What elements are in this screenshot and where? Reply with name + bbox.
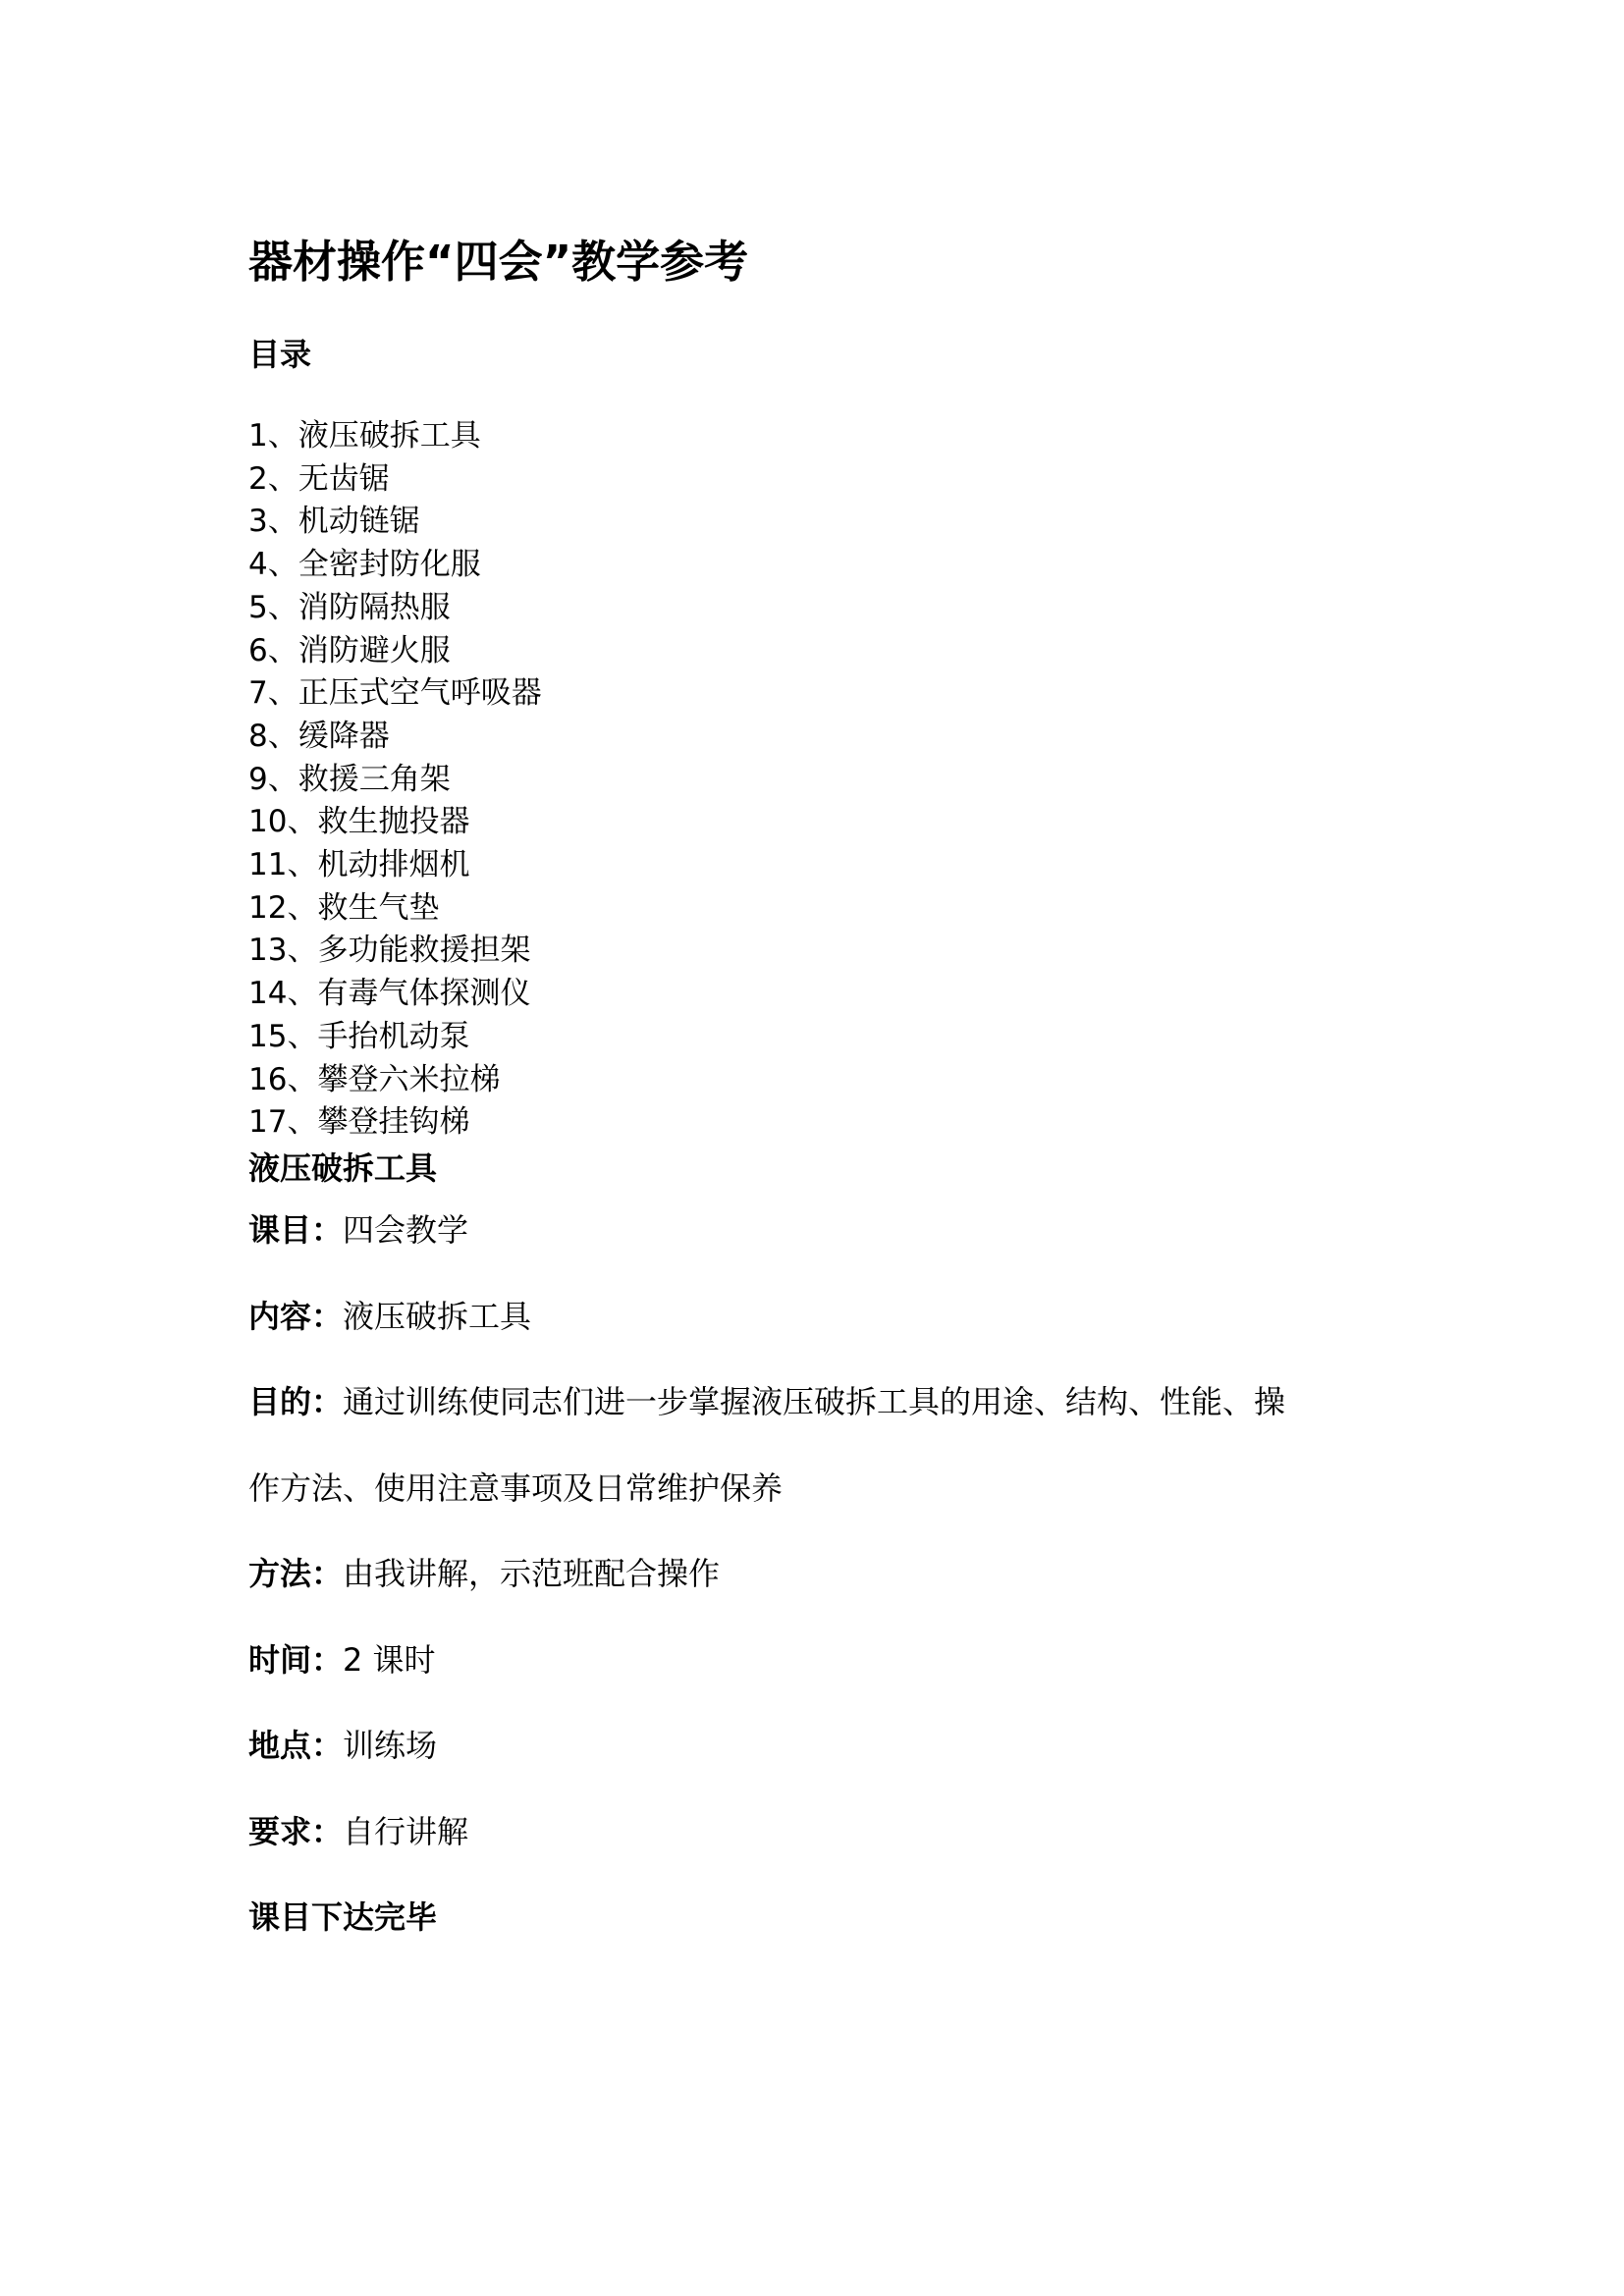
toc-item: 12、救生气垫 [248, 889, 440, 926]
field-value: 通过训练使同志们进一步掌握液压破拆工具的用途、结构、性能、操 [343, 1383, 1286, 1420]
field-label: 要求： [248, 1812, 344, 1850]
toc-item: 14、有毒气体探测仪 [248, 976, 531, 1012]
field-label: 方法： [248, 1555, 344, 1592]
toc-item: 10、救生抛投器 [248, 804, 470, 840]
toc-item: 11、机动排烟机 [248, 847, 470, 882]
field-value: 训练场 [343, 1727, 438, 1764]
toc-item: 6、消防避火服 [248, 632, 451, 668]
toc-item: 9、救援三角架 [248, 761, 451, 797]
field-value: 由我讲解，示范班配合操作 [343, 1555, 721, 1592]
toc-item: 2、无齿锯 [248, 460, 390, 497]
toc-item: 17、攀登挂钩梯 [248, 1104, 470, 1141]
toc-heading: 目录 [248, 336, 312, 373]
toc-item: 7、正压式空气呼吸器 [248, 675, 542, 712]
closing-text: 课目下达完毕 [248, 1898, 438, 1936]
toc-item: 13、多功能救援担架 [248, 933, 531, 969]
field-value: 液压破拆工具 [343, 1297, 532, 1335]
section-heading: 液压破拆工具 [248, 1149, 438, 1187]
field-value: 作方法、使用注意事项及日常维护保养 [248, 1468, 784, 1507]
document-title: 器材操作“四会”教学参考 [248, 236, 749, 288]
toc-item: 16、攀登六米拉梯 [248, 1061, 501, 1097]
field-label: 地点： [248, 1727, 344, 1764]
field-row [248, 1380, 1285, 1423]
toc-item: 8、缓降器 [248, 718, 390, 754]
field-label: 内容： [248, 1297, 344, 1335]
toc-item: 4、全密封防化服 [248, 547, 481, 583]
field-value: 2 课时 [343, 1640, 436, 1679]
field-value: 自行讲解 [343, 1812, 469, 1850]
field-row [248, 1295, 531, 1338]
field-row [248, 1208, 468, 1252]
field-row [248, 1724, 437, 1767]
field-row [248, 1810, 468, 1853]
field-label: 时间： [248, 1640, 344, 1679]
toc-item: 1、液压破拆工具 [248, 418, 481, 454]
field-value: 四会教学 [343, 1211, 469, 1249]
field-row [248, 1467, 783, 1510]
toc-item: 15、手抬机动泵 [248, 1018, 470, 1054]
toc-item: 3、机动链锯 [248, 504, 420, 540]
field-label: 目的： [248, 1383, 344, 1420]
field-label: 课目： [248, 1211, 344, 1249]
field-row [248, 1638, 436, 1682]
field-row [248, 1552, 720, 1595]
toc-item: 5、消防隔热服 [248, 589, 451, 625]
